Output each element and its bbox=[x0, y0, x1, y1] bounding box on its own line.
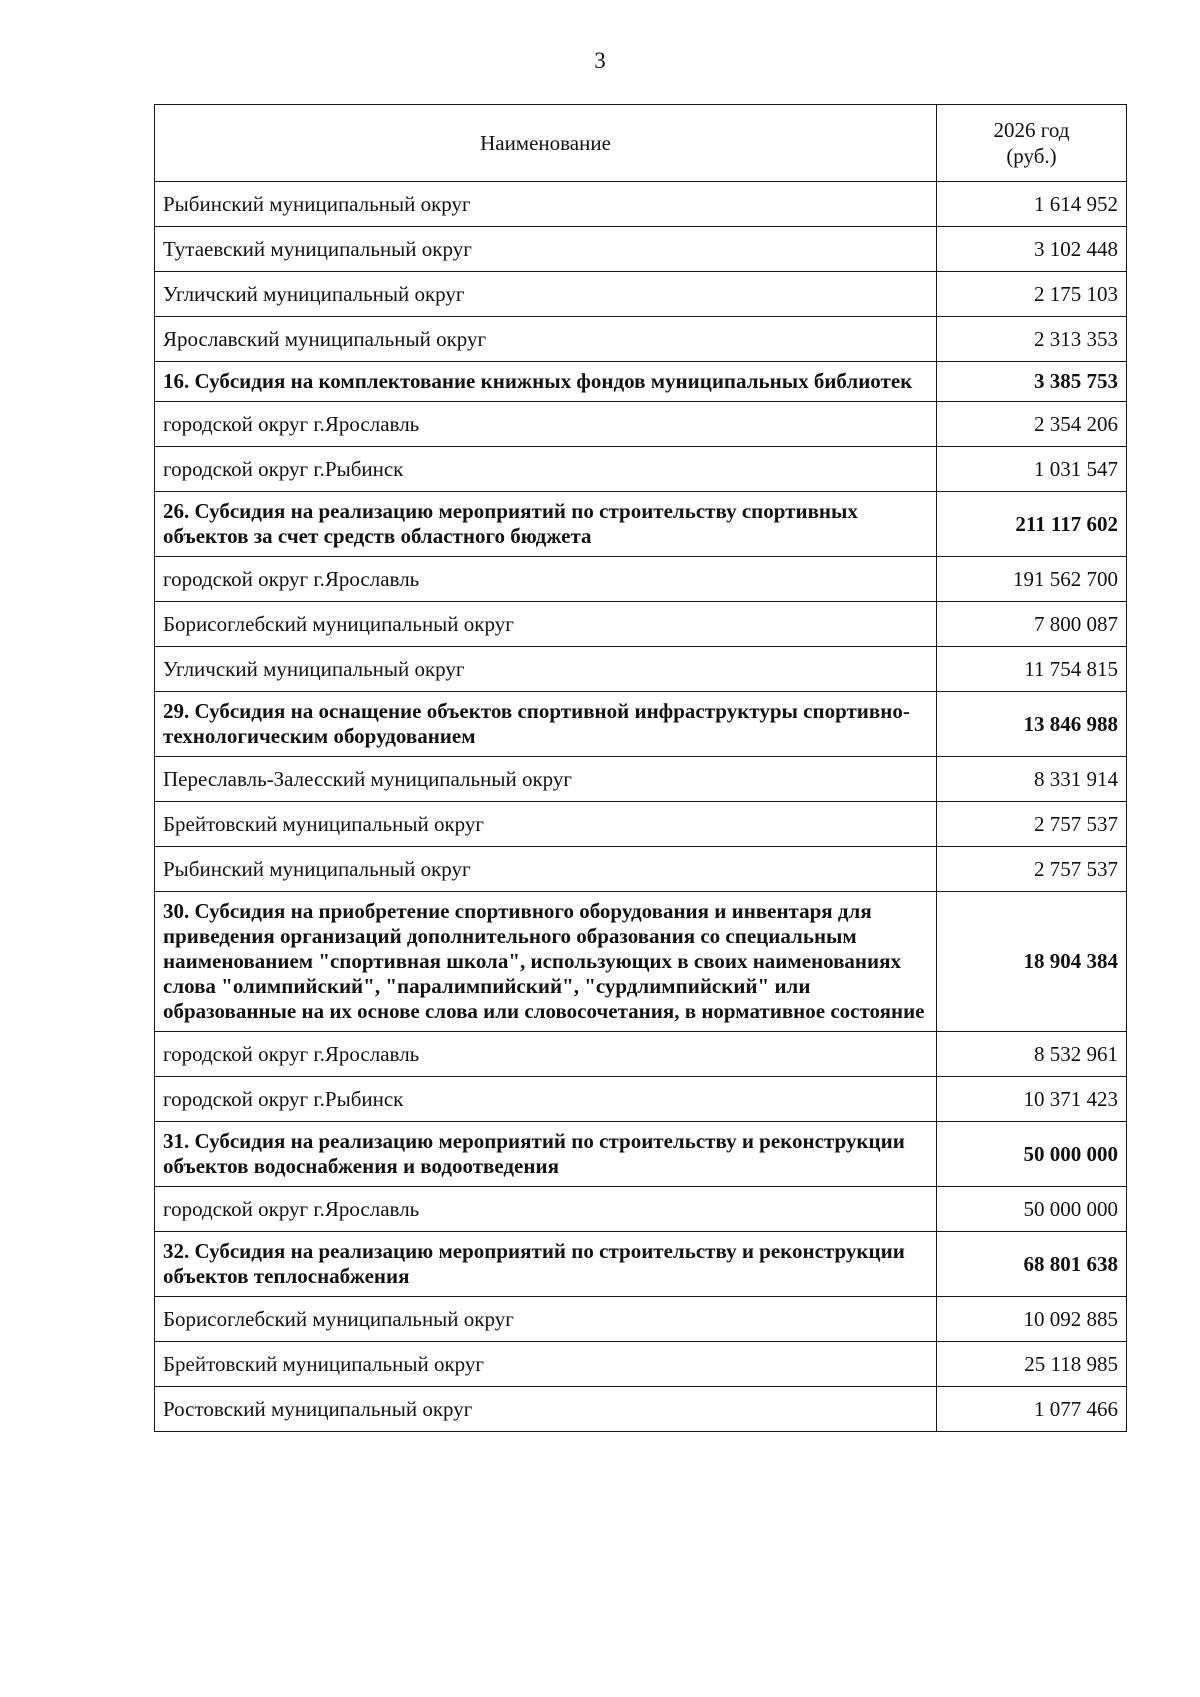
subsidy-title: 16. Субсидия на комплектование книжных фондов муниципальных библиотек bbox=[155, 362, 937, 402]
column-header-year: 2026 год bbox=[993, 118, 1070, 142]
amount: 11 754 815 bbox=[937, 647, 1127, 692]
table-row bbox=[155, 1032, 1127, 1077]
municipality-name: Угличский муниципальный округ bbox=[155, 647, 937, 692]
amount: 1 031 547 bbox=[937, 447, 1127, 492]
municipality-name: Тутаевский муниципальный округ bbox=[155, 227, 937, 272]
table-row bbox=[155, 847, 1127, 892]
table-row bbox=[155, 1187, 1127, 1232]
amount: 7 800 087 bbox=[937, 602, 1127, 647]
column-header-value bbox=[937, 105, 1127, 182]
municipality-name: Рыбинский муниципальный округ bbox=[155, 847, 937, 892]
subsidy-total: 68 801 638 bbox=[937, 1232, 1127, 1297]
header-row bbox=[155, 105, 1127, 182]
subsidy-table bbox=[154, 104, 1127, 1432]
municipality-name: городской округ г.Ярославль bbox=[155, 557, 937, 602]
table-row bbox=[155, 447, 1127, 492]
table-row bbox=[155, 602, 1127, 647]
amount: 2 175 103 bbox=[937, 272, 1127, 317]
table-row bbox=[155, 227, 1127, 272]
subsidy-total: 50 000 000 bbox=[937, 1122, 1127, 1187]
table-header bbox=[155, 105, 1127, 182]
amount: 10 371 423 bbox=[937, 1077, 1127, 1122]
table-row bbox=[155, 272, 1127, 317]
amount: 2 757 537 bbox=[937, 847, 1127, 892]
subsidy-group-row bbox=[155, 692, 1127, 757]
subsidy-total: 18 904 384 bbox=[937, 892, 1127, 1032]
table-row bbox=[155, 402, 1127, 447]
municipality-name: городской округ г.Ярославль bbox=[155, 1032, 937, 1077]
amount: 1 077 466 bbox=[937, 1387, 1127, 1432]
subsidy-group-row bbox=[155, 1232, 1127, 1297]
municipality-name: Переславль-Залесский муниципальный округ bbox=[155, 757, 937, 802]
municipality-name: городской округ г.Ярославль bbox=[155, 402, 937, 447]
column-header-unit: (руб.) bbox=[1006, 144, 1057, 168]
municipality-name: Брейтовский муниципальный округ bbox=[155, 802, 937, 847]
subsidy-group-row bbox=[155, 1122, 1127, 1187]
amount: 2 313 353 bbox=[937, 317, 1127, 362]
municipality-name: городской округ г.Рыбинск bbox=[155, 447, 937, 492]
amount: 2 757 537 bbox=[937, 802, 1127, 847]
amount: 8 331 914 bbox=[937, 757, 1127, 802]
subsidy-group-row bbox=[155, 892, 1127, 1032]
table-row bbox=[155, 802, 1127, 847]
table-row bbox=[155, 557, 1127, 602]
municipality-name: Рыбинский муниципальный округ bbox=[155, 182, 937, 227]
table-row bbox=[155, 1297, 1127, 1342]
municipality-name: Брейтовский муниципальный округ bbox=[155, 1342, 937, 1387]
subsidy-group-row bbox=[155, 492, 1127, 557]
municipality-name: Угличский муниципальный округ bbox=[155, 272, 937, 317]
table-row bbox=[155, 647, 1127, 692]
page-number: 3 bbox=[594, 48, 606, 73]
subsidy-total: 3 385 753 bbox=[937, 362, 1127, 402]
amount: 2 354 206 bbox=[937, 402, 1127, 447]
subsidy-title: 29. Субсидия на оснащение объектов спортивной инфраструктуры спортивно-технологическим оборудованием bbox=[155, 692, 937, 757]
municipality-name: городской округ г.Ярославль bbox=[155, 1187, 937, 1232]
table-row bbox=[155, 757, 1127, 802]
table-row bbox=[155, 1342, 1127, 1387]
municipality-name: Борисоглебский муниципальный округ bbox=[155, 1297, 937, 1342]
table-row bbox=[155, 317, 1127, 362]
amount: 3 102 448 bbox=[937, 227, 1127, 272]
amount: 10 092 885 bbox=[937, 1297, 1127, 1342]
column-header-name: Наименование bbox=[155, 105, 937, 182]
subsidy-total: 211 117 602 bbox=[937, 492, 1127, 557]
municipality-name: Ярославский муниципальный округ bbox=[155, 317, 937, 362]
subsidy-title: 32. Субсидия на реализацию мероприятий по строительству и реконструкции объектов теплоснабжения bbox=[155, 1232, 937, 1297]
amount: 1 614 952 bbox=[937, 182, 1127, 227]
subsidy-title: 31. Субсидия на реализацию мероприятий по строительству и реконструкции объектов водоснабжения и водоотведения bbox=[155, 1122, 937, 1187]
amount: 8 532 961 bbox=[937, 1032, 1127, 1077]
table-row bbox=[155, 182, 1127, 227]
subsidy-group-row bbox=[155, 362, 1127, 402]
subsidy-title: 30. Субсидия на приобретение спортивного оборудования и инвентаря для приведения организаций дополнительного образования со специальным наименованием "спортивная школа", использующих в своих наименованиях слова "олимпийский", "паралимпийский", "сурдлимпийский" или образованные на их основе слова или словосочетания, в нормативное состояние bbox=[155, 892, 937, 1032]
municipality-name: Борисоглебский муниципальный округ bbox=[155, 602, 937, 647]
municipality-name: Ростовский муниципальный округ bbox=[155, 1387, 937, 1432]
table-row bbox=[155, 1077, 1127, 1122]
subsidy-title: 26. Субсидия на реализацию мероприятий по строительству спортивных объектов за счет средств областного бюджета bbox=[155, 492, 937, 557]
subsidy-total: 13 846 988 bbox=[937, 692, 1127, 757]
amount: 25 118 985 bbox=[937, 1342, 1127, 1387]
table-body bbox=[155, 182, 1127, 1432]
municipality-name: городской округ г.Рыбинск bbox=[155, 1077, 937, 1122]
amount: 50 000 000 bbox=[937, 1187, 1127, 1232]
amount: 191 562 700 bbox=[937, 557, 1127, 602]
table-row bbox=[155, 1387, 1127, 1432]
